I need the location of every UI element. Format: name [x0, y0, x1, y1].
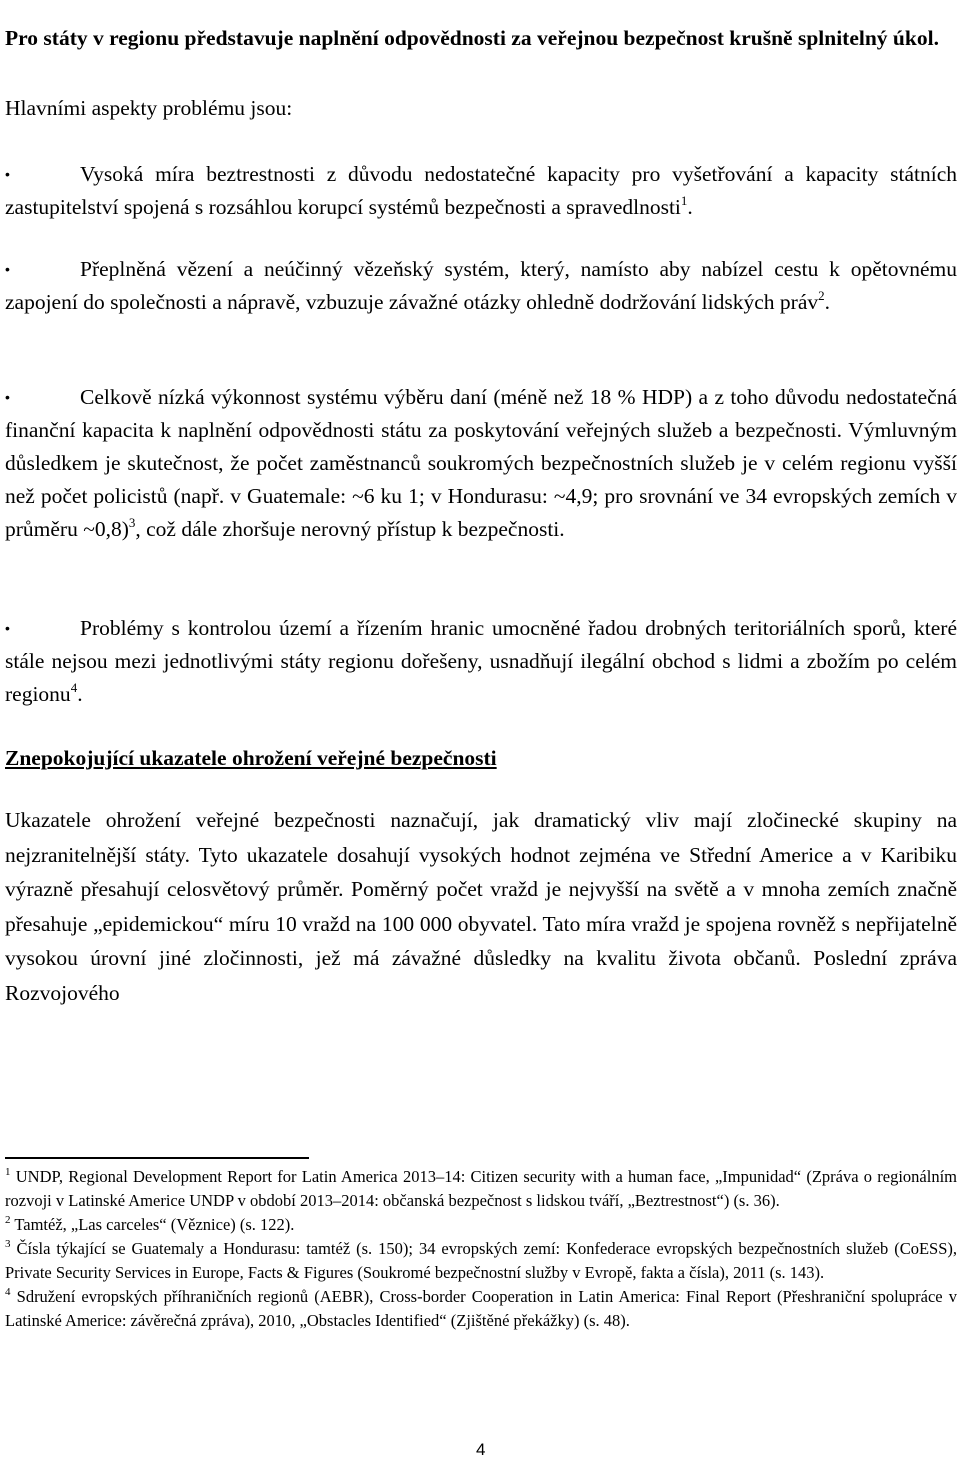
section-paragraph-text: Ukazatele ohrožení veřejné bezpečnosti naznačují, jak dramatický vliv mají zločinecké skupiny na nejzranitelnější státy. Tyto ukazatele dosahují vysokých hodnot zejména ve Střední Americe a v Karibiku výrazně přesahují celosvětový průměr. Poměrný počet vražd je nejvyšší na světě a v mnoha zemích značně přesahuje „epidemickou“ míru 10 vražd na 100 000 obyvatel. Tato míra vražd je spojena rovněž s nepřijatelně vysokou úrovní jiné zločinnosti, jež má závažné důsledky na kvalitu života občanů. Poslední zpráva Rozvojového — [5, 808, 957, 1005]
section-heading: Znepokojující ukazatele ohrožení veřejné bezpečnosti — [5, 746, 497, 770]
bullet-icon: • — [5, 166, 10, 182]
aspects-heading: Hlavními aspekty problému jsou: — [5, 96, 293, 120]
footnote-3 — [5, 1237, 957, 1285]
intro-paragraph: Pro státy v regionu představuje naplnění odpovědnosti za veřejnou bezpečnost krušně splnitelný úkol. — [5, 25, 939, 50]
footnotes — [5, 1165, 957, 1333]
bullet-tail: . — [824, 290, 830, 314]
footnote-ref[interactable]: 4 — [70, 680, 78, 695]
bullet-text: Přeplněná vězení a neúčinný vězeňský systém, který, namísto aby nabízel cestu k opětovnému zapojení do společnosti a nápravě, vzbuzuje závažné otázky ohledně dodržování lidských práv — [5, 257, 957, 314]
footnote-divider — [5, 1157, 309, 1159]
bullet-text: Celkově nízká výkonnost systému výběru daní (méně než 18 % HDP) a z toho důvodu nedostatečná finanční kapacita k naplnění odpovědnosti státu za poskytování veřejných služeb a bezpečnosti. Výmluvným důsledkem je skutečnost, že počet zaměstnanců soukromých bezpečnostních služeb je v celém regionu vyšší než počet policistů (např. v Guatemale: ~6 ku 1; v Hondurasu: ~4,9; pro srovnání ve 34 evropských zemích v průměru ~0,8) — [5, 385, 957, 541]
bullet-tail: , což dále zhoršuje nerovný přístup k bezpečnosti. — [135, 517, 565, 541]
bullet-tail: . — [77, 682, 83, 706]
footnote-text: Sdružení evropských příhraničních regionů (AEBR), Cross-border Cooperation in Latin America: Final Report (Přeshraniční spolupráce v Latinské Americe: závěrečná zpráva), 2010, „Obstacles Identified“ (Zjištěné překážky) (s. 48). — [5, 1287, 958, 1330]
bullet-icon: • — [5, 620, 10, 636]
footnote-text: Čísla týkající se Guatemaly a Hondurasu: tamtéž (s. 150); 34 evropských zemí: Konfederace evropských bezpečnostních služeb (CoESS), Private Security Services in Europe, Facts & Figures (Soukromé bezpečnostní služby v Evropě, fakta a čísla), 2011 (s. 143). — [5, 1239, 958, 1282]
bullet-icon: • — [5, 261, 10, 277]
footnote-ref[interactable]: 3 — [128, 515, 136, 530]
footnote-ref[interactable]: 1 — [680, 193, 688, 208]
bullet-tail: . — [687, 195, 693, 219]
footnote-number: 3 — [5, 1238, 11, 1250]
bullet-icon: • — [5, 389, 10, 405]
bullet-text: Vysoká míra beztrestnosti z důvodu nedostatečné kapacity pro vyšetřování a kapacity státních zastupitelství spojená s rozsáhlou korupcí systémů bezpečnosti a spravedlnosti — [5, 162, 957, 219]
footnote-number: 1 — [5, 1166, 11, 1178]
document-page — [5, 0, 957, 1466]
bullet-item-borders — [5, 612, 957, 711]
footnote-1 — [5, 1165, 957, 1213]
footnote-2 — [5, 1213, 957, 1237]
bullet-item-prisons — [5, 253, 957, 319]
bullet-text: Problémy s kontrolou území a řízením hranic umocněné řadou drobných teritoriálních sporů, které stále nejsou mezi jednotlivými státy regionu dořešeny, usnadňují ilegální obchod s lidmi a zbožím po celém regionu — [5, 616, 957, 706]
page-number: 4 — [476, 1440, 486, 1459]
bullet-item-taxes — [5, 381, 957, 546]
footnote-ref[interactable]: 2 — [818, 288, 825, 303]
bullet-item-impunity — [5, 158, 957, 224]
footnote-text: UNDP, Regional Development Report for Latin America 2013–14: Citizen security with a human face, „Impunidad“ (Zpráva o regionálním rozvoji v Latinské Americe UNDP v období 2013–2014: občanská bezpečnost s lidskou tváří, „Beztrestnost“) (s. 36). — [5, 1167, 958, 1210]
footnote-text: Tamtéž, „Las carceles“ (Věznice) (s. 122). — [14, 1215, 295, 1234]
footnote-number: 2 — [5, 1214, 11, 1226]
footnote-number: 4 — [5, 1286, 11, 1298]
section-paragraph — [5, 803, 957, 1010]
footnote-4 — [5, 1285, 957, 1333]
